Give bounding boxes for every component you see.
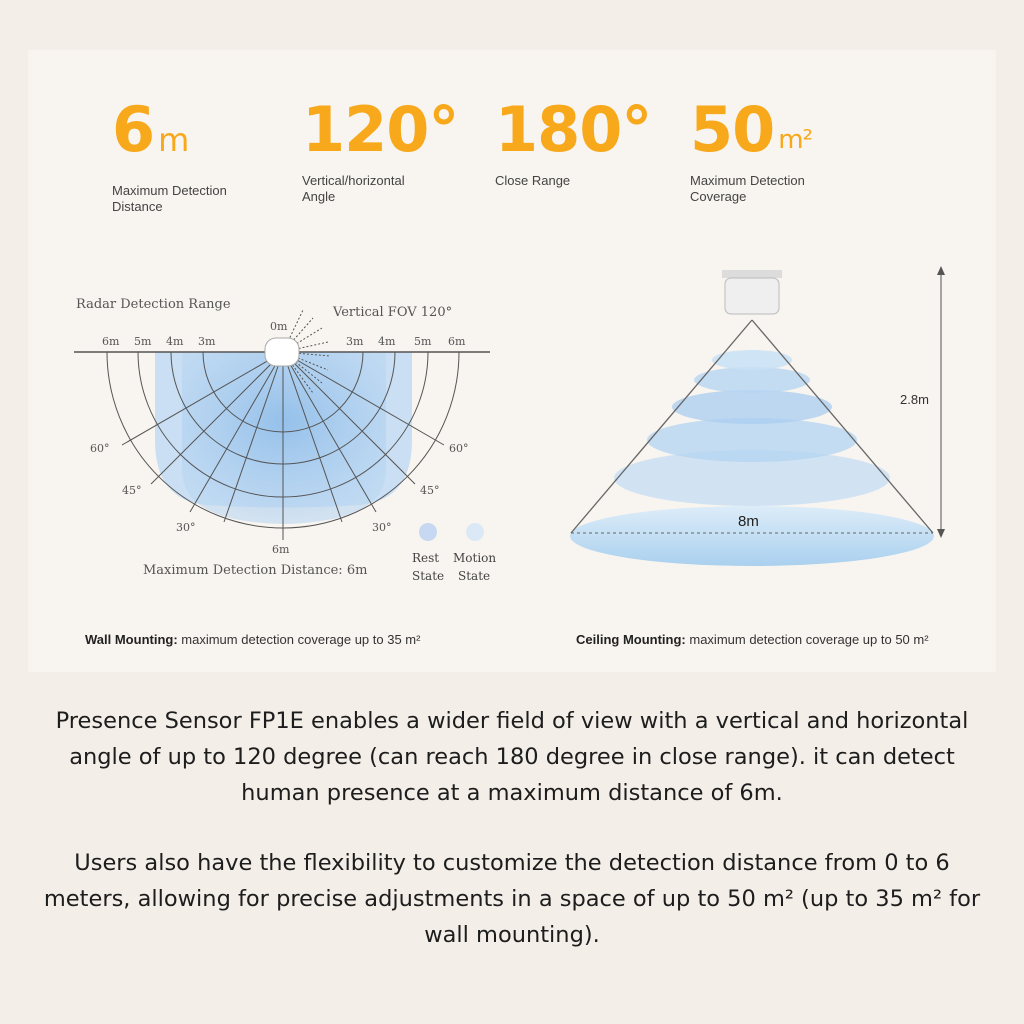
stat-value: 6	[112, 93, 155, 166]
ceiling-mounting-caption	[576, 632, 929, 647]
legend-label: State	[412, 569, 445, 583]
stat-caption: Close Range	[495, 173, 571, 188]
angle-label: 30°	[372, 521, 392, 534]
distance-label: 5m	[134, 335, 152, 348]
stat-value: 120°	[302, 93, 459, 166]
distance-label: 5m	[414, 335, 432, 348]
description	[30, 703, 994, 987]
stat-caption: Angle	[302, 189, 336, 204]
stat-caption: Coverage	[690, 189, 747, 204]
wall-sensor-icon	[265, 338, 299, 366]
caption-bold: Wall Mounting:	[85, 632, 178, 647]
height-label: 2.8m	[900, 392, 929, 407]
coverage-layer	[694, 367, 810, 393]
width-label: 8m	[738, 513, 759, 530]
arrow-up-icon	[937, 266, 945, 275]
angle-label: 45°	[420, 484, 440, 497]
angle-label: 60°	[90, 442, 110, 455]
radar-range-title: Radar Detection Range	[76, 297, 231, 312]
angle-label: 60°	[449, 442, 469, 455]
arrow-down-icon	[937, 529, 945, 538]
distance-label: 4m	[166, 335, 184, 348]
stat-caption: Maximum Detection	[112, 183, 227, 198]
distance-label: 4m	[378, 335, 396, 348]
legend-label: State	[458, 569, 491, 583]
stat-unit: m	[158, 121, 189, 159]
distance-label: 3m	[198, 335, 216, 348]
description-paragraph: Presence Sensor FP1E enables a wider field of view with a vertical and horizontal angle of up to 120 degree (can reach 180 degree in close range). it can detect human presence at a maximum distance of 6m.	[55, 708, 969, 806]
distance-label: 6m	[102, 335, 120, 348]
stat-caption: Maximum Detection	[690, 173, 805, 188]
distance-label: 6m	[448, 335, 466, 348]
coverage-layer	[647, 418, 857, 462]
ceiling-mounting-diagram	[570, 266, 945, 566]
motion-state-swatch	[466, 523, 484, 541]
angle-label: 6m	[272, 543, 290, 556]
wall-mounting-caption	[85, 632, 420, 647]
distance-label: 3m	[346, 335, 364, 348]
max-distance-text: Maximum Detection Distance: 6m	[143, 563, 368, 578]
stat-unit: m²	[778, 125, 813, 155]
angle-label: 45°	[122, 484, 142, 497]
angle-label: 30°	[176, 521, 196, 534]
caption-text: maximum detection coverage up to 35 m²	[177, 632, 421, 647]
stat-value: 50	[690, 93, 775, 166]
stat-caption: Distance	[112, 199, 163, 214]
stat-caption: Vertical/horizontal	[302, 173, 405, 188]
ceiling-sensor-icon	[725, 278, 779, 314]
fov-label: Vertical FOV 120°	[333, 305, 453, 320]
rest-state-swatch	[419, 523, 437, 541]
caption-bold: Ceiling Mounting:	[576, 632, 686, 647]
legend-label: Rest	[412, 551, 440, 565]
description-paragraph: Users also have the flexibility to customize the detection distance from 0 to 6 meters, allowing for precise adjustments in a space of up to 50 m² (up to 35 m² for wall mounting).	[43, 850, 981, 948]
caption-text: maximum detection coverage up to 50 m²	[685, 632, 929, 647]
origin-label: 0m	[270, 320, 288, 333]
legend-label: Motion	[453, 551, 497, 565]
ceiling-mount	[722, 270, 782, 278]
coverage-layer	[672, 390, 832, 424]
stat-value: 180°	[495, 93, 652, 166]
